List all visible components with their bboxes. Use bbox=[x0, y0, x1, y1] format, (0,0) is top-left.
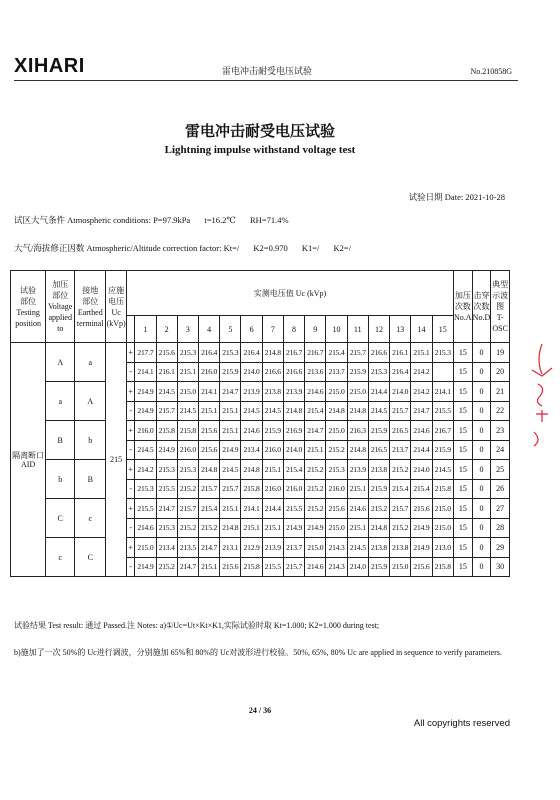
measured-value-cell: 213.5 bbox=[177, 538, 198, 558]
earthed-cell: A bbox=[75, 382, 106, 421]
measured-value-cell: 215.1 bbox=[220, 499, 241, 519]
measured-value-cell: 214.9 bbox=[411, 518, 432, 538]
na-cell: 15 bbox=[454, 401, 473, 421]
measured-value-cell: 216.7 bbox=[432, 421, 453, 441]
temperature-value: t=16.2℃ bbox=[204, 215, 236, 225]
table-row bbox=[11, 460, 510, 480]
nd-cell: 0 bbox=[472, 557, 491, 577]
copyright-notice: All copyrights reserved bbox=[413, 718, 510, 729]
measured-value-cell: 215.1 bbox=[411, 343, 432, 363]
measured-value-cell: 214.0 bbox=[283, 440, 304, 460]
measured-value-cell: 216.4 bbox=[199, 343, 220, 363]
test-result-line: 试验结果 Test result: 通过 Passed.注 Notes: a)①Uc=Ut×Kt×K1,实际试验时取 Kt=1.000; K2=1.000 during test; bbox=[14, 621, 380, 630]
measured-value-cell: 214.7 bbox=[199, 538, 220, 558]
measured-value-cell: 213.8 bbox=[262, 382, 283, 402]
measured-value-cell: 216.0 bbox=[199, 362, 220, 382]
na-cell: 15 bbox=[454, 479, 473, 499]
measured-value-cell bbox=[432, 362, 453, 382]
earthed-cell: b bbox=[75, 421, 106, 460]
measured-value-cell: 213.4 bbox=[156, 538, 177, 558]
measured-value-cell: 213.8 bbox=[368, 538, 389, 558]
measured-value-cell: 214.5 bbox=[156, 382, 177, 402]
measured-value-cell: 215.0 bbox=[305, 538, 326, 558]
measured-value-cell: 215.8 bbox=[432, 479, 453, 499]
measured-value-cell: 214.1 bbox=[135, 362, 156, 382]
measured-value-cell: 215.1 bbox=[199, 557, 220, 577]
col-header-earthed: 接地 部位 Earthed terminal bbox=[75, 271, 106, 343]
measured-value-cell: 214.9 bbox=[135, 557, 156, 577]
table-row bbox=[11, 538, 510, 558]
measured-value-cell: 216.5 bbox=[368, 440, 389, 460]
measured-value-cell: 213.1 bbox=[220, 538, 241, 558]
earthed-cell: c bbox=[75, 499, 106, 538]
na-cell: 15 bbox=[454, 382, 473, 402]
measured-value-cell: 215.4 bbox=[199, 499, 220, 519]
measured-value-cell: 215.0 bbox=[326, 382, 347, 402]
measured-value-cell: 213.7 bbox=[390, 440, 411, 460]
na-cell: 15 bbox=[454, 362, 473, 382]
measured-value-cell: 215.1 bbox=[220, 421, 241, 441]
measured-value-cell: 215.1 bbox=[347, 518, 368, 538]
measured-value-cell: 215.3 bbox=[135, 479, 156, 499]
col-header-applied: 加压 部位 Voltage applied to bbox=[46, 271, 75, 343]
applied-cell: b bbox=[46, 460, 75, 499]
measured-value-cell: 214.3 bbox=[326, 538, 347, 558]
measured-value-cell: 214.8 bbox=[347, 440, 368, 460]
measured-value-cell: 216.3 bbox=[347, 421, 368, 441]
measured-value-cell: 213.9 bbox=[347, 460, 368, 480]
measured-value-cell: 215.6 bbox=[326, 499, 347, 519]
measured-value-cell: 215.7 bbox=[390, 499, 411, 519]
na-cell: 15 bbox=[454, 557, 473, 577]
measured-value-cell: 215.3 bbox=[177, 460, 198, 480]
k2-value: K2=0.970 bbox=[253, 243, 288, 253]
measured-value-cell: 215.7 bbox=[347, 343, 368, 363]
measured-value-cell: 216.6 bbox=[368, 343, 389, 363]
nd-cell: 0 bbox=[472, 401, 491, 421]
pressure-value: P=97.9kPa bbox=[153, 215, 191, 225]
measured-value-cell: 215.2 bbox=[305, 479, 326, 499]
col-header-shot-4: 4 bbox=[199, 316, 220, 343]
measured-value-cell: 214.6 bbox=[135, 518, 156, 538]
nd-cell: 0 bbox=[472, 538, 491, 558]
measured-value-cell: 216.7 bbox=[305, 343, 326, 363]
osc-cell: 30 bbox=[491, 557, 510, 577]
measured-value-cell: 214.6 bbox=[241, 421, 262, 441]
na-cell: 15 bbox=[454, 518, 473, 538]
col-header-measured: 实测电压值 Uc (kVp) bbox=[127, 271, 454, 316]
measured-value-cell: 213.0 bbox=[432, 538, 453, 558]
measured-value-cell: 213.8 bbox=[390, 538, 411, 558]
earthed-cell: a bbox=[75, 343, 106, 382]
measured-value-cell: 216.0 bbox=[135, 421, 156, 441]
table-row bbox=[11, 382, 510, 402]
na-cell: 15 bbox=[454, 460, 473, 480]
measured-value-cell: 214.9 bbox=[283, 518, 304, 538]
col-header-shot-12: 12 bbox=[368, 316, 389, 343]
measured-value-cell: 215.1 bbox=[347, 479, 368, 499]
measured-value-cell: 215.4 bbox=[411, 479, 432, 499]
measured-value-cell: 216.1 bbox=[156, 362, 177, 382]
na-cell: 15 bbox=[454, 343, 473, 363]
osc-cell: 23 bbox=[491, 421, 510, 441]
measured-value-cell: 213.9 bbox=[283, 382, 304, 402]
atmospheric-conditions bbox=[14, 214, 289, 226]
na-cell: 15 bbox=[454, 538, 473, 558]
measured-value-cell: 215.0 bbox=[326, 421, 347, 441]
osc-cell: 21 bbox=[491, 382, 510, 402]
measured-value-cell: 215.7 bbox=[220, 479, 241, 499]
osc-cell: 24 bbox=[491, 440, 510, 460]
test-data-table bbox=[10, 270, 510, 577]
measured-value-cell: 214.0 bbox=[411, 460, 432, 480]
measured-value-cell: 216.4 bbox=[390, 362, 411, 382]
measured-value-cell: 215.2 bbox=[326, 440, 347, 460]
measured-value-cell: 216.0 bbox=[283, 479, 304, 499]
measured-value-cell: 214.5 bbox=[368, 401, 389, 421]
measured-value-cell: 214.8 bbox=[326, 401, 347, 421]
measured-value-cell: 216.0 bbox=[262, 440, 283, 460]
osc-cell: 22 bbox=[491, 401, 510, 421]
measured-value-cell: 215.3 bbox=[177, 343, 198, 363]
humidity-value: RH=71.4% bbox=[250, 215, 289, 225]
note-b: b)施加了一次 50%的 Uc进行调波，分别施加 65%和 80%的 Uc对波形进行校验。50%, 65%, 80% Uc are applied in sequence to verify parameters. bbox=[14, 648, 502, 657]
applied-cell: B bbox=[46, 421, 75, 460]
measured-value-cell: 215.9 bbox=[262, 421, 283, 441]
measured-value-cell: 215.4 bbox=[305, 401, 326, 421]
measured-value-cell: 215.7 bbox=[283, 557, 304, 577]
earthed-cell: C bbox=[75, 538, 106, 577]
polarity-cell: - bbox=[127, 557, 135, 577]
measured-value-cell: 215.9 bbox=[368, 557, 389, 577]
measured-value-cell: 215.0 bbox=[347, 382, 368, 402]
col-header-shot-15: 15 bbox=[432, 316, 453, 343]
measured-value-cell: 214.6 bbox=[305, 557, 326, 577]
measured-value-cell: 215.7 bbox=[156, 401, 177, 421]
measured-value-cell: 215.1 bbox=[262, 460, 283, 480]
measured-value-cell: 215.2 bbox=[305, 460, 326, 480]
measured-value-cell: 214.7 bbox=[411, 401, 432, 421]
measured-value-cell: 215.2 bbox=[177, 479, 198, 499]
polarity-cell: - bbox=[127, 362, 135, 382]
col-header-position: 试验 部位 Testing position bbox=[11, 271, 46, 343]
col-header-shot-3: 3 bbox=[177, 316, 198, 343]
nd-cell: 0 bbox=[472, 343, 491, 363]
measured-value-cell: 213.7 bbox=[326, 362, 347, 382]
measured-value-cell: 215.8 bbox=[156, 421, 177, 441]
measured-value-cell: 215.8 bbox=[432, 557, 453, 577]
header-doc-title: 雷电冲击耐受电压试验 bbox=[222, 66, 313, 76]
measured-value-cell: 215.6 bbox=[199, 440, 220, 460]
measured-value-cell: 215.1 bbox=[305, 440, 326, 460]
measured-value-cell: 215.2 bbox=[199, 518, 220, 538]
measured-value-cell: 214.2 bbox=[411, 362, 432, 382]
measured-value-cell: 215.0 bbox=[135, 538, 156, 558]
measured-value-cell: 215.2 bbox=[390, 518, 411, 538]
measured-value-cell: 214.2 bbox=[135, 460, 156, 480]
measured-value-cell: 216.4 bbox=[241, 343, 262, 363]
measured-value-cell: 216.0 bbox=[326, 479, 347, 499]
osc-cell: 29 bbox=[491, 538, 510, 558]
applied-cell: C bbox=[46, 499, 75, 538]
measured-value-cell: 216.0 bbox=[262, 479, 283, 499]
measured-value-cell: 214.9 bbox=[411, 538, 432, 558]
measured-value-cell: 214.9 bbox=[156, 440, 177, 460]
measured-value-cell: 215.0 bbox=[177, 382, 198, 402]
col-header-shot-13: 13 bbox=[390, 316, 411, 343]
measured-value-cell: 214.4 bbox=[411, 440, 432, 460]
measured-value-cell: 216.5 bbox=[390, 421, 411, 441]
measured-value-cell: 215.8 bbox=[177, 421, 198, 441]
measured-value-cell: 215.7 bbox=[390, 401, 411, 421]
measured-value-cell: 214.5 bbox=[241, 401, 262, 421]
measured-value-cell: 214.7 bbox=[220, 382, 241, 402]
measured-value-cell: 214.8 bbox=[262, 343, 283, 363]
measured-value-cell: 215.2 bbox=[156, 557, 177, 577]
measured-value-cell: 214.5 bbox=[432, 460, 453, 480]
measured-value-cell: 214.7 bbox=[156, 499, 177, 519]
measured-value-cell: 213.6 bbox=[305, 362, 326, 382]
measured-value-cell: 214.7 bbox=[305, 421, 326, 441]
measured-value-cell: 214.6 bbox=[347, 499, 368, 519]
polarity-cell: + bbox=[127, 343, 135, 363]
measured-value-cell: 214.4 bbox=[262, 499, 283, 519]
measured-value-cell: 213.9 bbox=[262, 538, 283, 558]
header-rule bbox=[14, 80, 518, 81]
measured-value-cell: 214.6 bbox=[411, 421, 432, 441]
measured-value-cell: 215.7 bbox=[199, 479, 220, 499]
measured-value-cell: 214.3 bbox=[326, 557, 347, 577]
measured-value-cell: 214.5 bbox=[262, 401, 283, 421]
measured-value-cell: 214.5 bbox=[177, 401, 198, 421]
osc-cell: 19 bbox=[491, 343, 510, 363]
polarity-cell: + bbox=[127, 460, 135, 480]
col-header-shot-14: 14 bbox=[411, 316, 432, 343]
measured-value-cell: 215.4 bbox=[390, 479, 411, 499]
measured-value-cell: 215.9 bbox=[432, 440, 453, 460]
measured-value-cell: 215.1 bbox=[177, 362, 198, 382]
measured-value-cell: 214.8 bbox=[199, 460, 220, 480]
measured-value-cell: 215.8 bbox=[241, 557, 262, 577]
measured-value-cell: 217.7 bbox=[135, 343, 156, 363]
measured-value-cell: 215.9 bbox=[368, 421, 389, 441]
na-cell: 15 bbox=[454, 440, 473, 460]
measured-value-cell: 215.1 bbox=[262, 518, 283, 538]
col-header-nd: 击穿 次数 No.D bbox=[472, 271, 491, 343]
na-cell: 15 bbox=[454, 421, 473, 441]
measured-value-cell: 213.4 bbox=[241, 440, 262, 460]
col-header-shot-9: 9 bbox=[305, 316, 326, 343]
polarity-cell: - bbox=[127, 479, 135, 499]
table-row bbox=[11, 499, 510, 519]
measured-value-cell: 215.4 bbox=[326, 343, 347, 363]
measured-value-cell: 215.3 bbox=[432, 343, 453, 363]
measured-value-cell: 213.9 bbox=[241, 382, 262, 402]
measured-value-cell: 214.6 bbox=[305, 382, 326, 402]
applied-cell: c bbox=[46, 538, 75, 577]
measured-value-cell: 214.2 bbox=[411, 382, 432, 402]
measured-value-cell: 214.9 bbox=[135, 382, 156, 402]
nd-cell: 0 bbox=[472, 518, 491, 538]
measured-value-cell: 214.1 bbox=[432, 382, 453, 402]
measured-value-cell: 216.6 bbox=[283, 362, 304, 382]
col-header-osc: 典型 示波 图 T-OSC bbox=[491, 271, 510, 343]
measured-value-cell: 215.9 bbox=[347, 362, 368, 382]
col-header-shot-10: 10 bbox=[326, 316, 347, 343]
measured-value-cell: 215.9 bbox=[368, 479, 389, 499]
measured-value-cell: 215.4 bbox=[283, 460, 304, 480]
measured-value-cell: 215.2 bbox=[305, 499, 326, 519]
measured-value-cell: 216.6 bbox=[262, 362, 283, 382]
uc-cell: 215 bbox=[106, 343, 127, 577]
measured-value-cell: 215.3 bbox=[156, 460, 177, 480]
measured-value-cell: 215.6 bbox=[220, 557, 241, 577]
nd-cell: 0 bbox=[472, 421, 491, 441]
measured-value-cell: 214.9 bbox=[305, 518, 326, 538]
atmos-label: 试区大气条件 Atmospheric conditions: bbox=[14, 215, 151, 225]
measured-value-cell: 215.1 bbox=[199, 401, 220, 421]
measured-value-cell: 215.3 bbox=[368, 362, 389, 382]
measured-value-cell: 216.1 bbox=[390, 343, 411, 363]
osc-cell: 26 bbox=[491, 479, 510, 499]
measured-value-cell: 214.0 bbox=[347, 557, 368, 577]
osc-cell: 25 bbox=[491, 460, 510, 480]
measured-value-cell: 215.5 bbox=[283, 499, 304, 519]
polarity-cell: + bbox=[127, 499, 135, 519]
col-header-uc: 应施 电压 Uc (kVp) bbox=[106, 271, 127, 343]
measured-value-cell: 214.1 bbox=[241, 499, 262, 519]
polarity-cell: + bbox=[127, 382, 135, 402]
measured-value-cell: 215.6 bbox=[156, 343, 177, 363]
nd-cell: 0 bbox=[472, 440, 491, 460]
measured-value-cell: 215.3 bbox=[156, 518, 177, 538]
measured-value-cell: 216.9 bbox=[283, 421, 304, 441]
table-row bbox=[11, 421, 510, 441]
applied-cell: a bbox=[46, 382, 75, 421]
measured-value-cell: 214.8 bbox=[220, 518, 241, 538]
measured-value-cell: 215.3 bbox=[220, 343, 241, 363]
measured-value-cell: 214.4 bbox=[368, 382, 389, 402]
measured-value-cell: 215.2 bbox=[177, 518, 198, 538]
position-cell: 隔离断口 AID bbox=[11, 343, 46, 577]
osc-cell: 27 bbox=[491, 499, 510, 519]
nd-cell: 0 bbox=[472, 479, 491, 499]
measured-value-cell: 215.0 bbox=[390, 557, 411, 577]
measured-value-cell: 214.5 bbox=[135, 440, 156, 460]
measured-value-cell: 215.9 bbox=[220, 362, 241, 382]
measured-value-cell: 214.8 bbox=[347, 401, 368, 421]
col-header-shot-5: 5 bbox=[220, 316, 241, 343]
measured-value-cell: 215.0 bbox=[326, 518, 347, 538]
nd-cell: 0 bbox=[472, 499, 491, 519]
measured-value-cell: 215.3 bbox=[326, 460, 347, 480]
kt-value: Kt=/ bbox=[223, 243, 240, 253]
k2b-value: K2=/ bbox=[333, 243, 352, 253]
correction-label: 大气/海拔修正因数 Atmospheric/Altitude correction factor: bbox=[14, 243, 222, 253]
measured-value-cell: 215.6 bbox=[411, 499, 432, 519]
applied-cell: A bbox=[46, 343, 75, 382]
table-row bbox=[11, 343, 510, 363]
measured-value-cell: 215.5 bbox=[262, 557, 283, 577]
measured-value-cell: 215.5 bbox=[432, 401, 453, 421]
measured-value-cell: 215.2 bbox=[390, 460, 411, 480]
measured-value-cell: 215.6 bbox=[199, 421, 220, 441]
measured-value-cell: 212.9 bbox=[241, 538, 262, 558]
measured-value-cell: 214.8 bbox=[283, 401, 304, 421]
measured-value-cell: 214.9 bbox=[220, 440, 241, 460]
measured-value-cell: 215.7 bbox=[177, 499, 198, 519]
correction-factors bbox=[14, 242, 351, 254]
nd-cell: 0 bbox=[472, 362, 491, 382]
polarity-cell: + bbox=[127, 538, 135, 558]
measured-value-cell: 214.0 bbox=[241, 362, 262, 382]
test-date: 试验日期 Date: 2021-10-28 bbox=[408, 192, 505, 202]
na-cell: 15 bbox=[454, 499, 473, 519]
earthed-cell: B bbox=[75, 460, 106, 499]
report-number: No.210858G bbox=[470, 67, 512, 76]
measured-value-cell: 214.5 bbox=[347, 538, 368, 558]
measured-value-cell: 215.6 bbox=[411, 557, 432, 577]
osc-cell: 28 bbox=[491, 518, 510, 538]
measured-value-cell: 215.0 bbox=[432, 499, 453, 519]
page-title-en: Lightning impulse withstand voltage test bbox=[164, 144, 356, 156]
col-header-shot-11: 11 bbox=[347, 316, 368, 343]
col-header-shot-6: 6 bbox=[241, 316, 262, 343]
col-header-shot-8: 8 bbox=[283, 316, 304, 343]
measured-value-cell: 215.1 bbox=[241, 518, 262, 538]
measured-value-cell: 214.8 bbox=[241, 460, 262, 480]
measured-value-cell: 214.9 bbox=[135, 401, 156, 421]
polarity-cell: - bbox=[127, 401, 135, 421]
polarity-cell: - bbox=[127, 440, 135, 460]
nd-cell: 0 bbox=[472, 460, 491, 480]
polarity-cell: + bbox=[127, 421, 135, 441]
k1-value: K1=/ bbox=[301, 243, 320, 253]
measured-value-cell: 214.8 bbox=[368, 518, 389, 538]
nd-cell: 0 bbox=[472, 382, 491, 402]
col-header-shot-2: 2 bbox=[156, 316, 177, 343]
measured-value-cell: 216.7 bbox=[283, 343, 304, 363]
col-header-sign-spacer bbox=[127, 316, 135, 343]
measured-value-cell: 215.1 bbox=[220, 401, 241, 421]
osc-cell: 20 bbox=[491, 362, 510, 382]
measured-value-cell: 213.8 bbox=[368, 460, 389, 480]
measured-value-cell: 214.1 bbox=[199, 382, 220, 402]
col-header-shot-1: 1 bbox=[135, 316, 156, 343]
measured-value-cell: 214.5 bbox=[220, 460, 241, 480]
red-stamp-fragment bbox=[528, 340, 560, 450]
measured-value-cell: 215.2 bbox=[368, 499, 389, 519]
company-logo: XIHARI bbox=[14, 55, 85, 77]
measured-value-cell: 214.7 bbox=[177, 557, 198, 577]
measured-value-cell: 213.7 bbox=[283, 538, 304, 558]
col-header-shot-7: 7 bbox=[262, 316, 283, 343]
measured-value-cell: 215.0 bbox=[432, 518, 453, 538]
measured-value-cell: 215.5 bbox=[135, 499, 156, 519]
measured-value-cell: 215.8 bbox=[241, 479, 262, 499]
page-number: 24 / 36 bbox=[248, 706, 272, 715]
measured-value-cell: 216.0 bbox=[177, 440, 198, 460]
page-title-cn: 雷电冲击耐受电压试验 bbox=[184, 124, 335, 140]
col-header-na: 加压 次数 No.A bbox=[454, 271, 473, 343]
polarity-cell: - bbox=[127, 518, 135, 538]
measured-value-cell: 214.0 bbox=[390, 382, 411, 402]
measured-value-cell: 215.5 bbox=[156, 479, 177, 499]
